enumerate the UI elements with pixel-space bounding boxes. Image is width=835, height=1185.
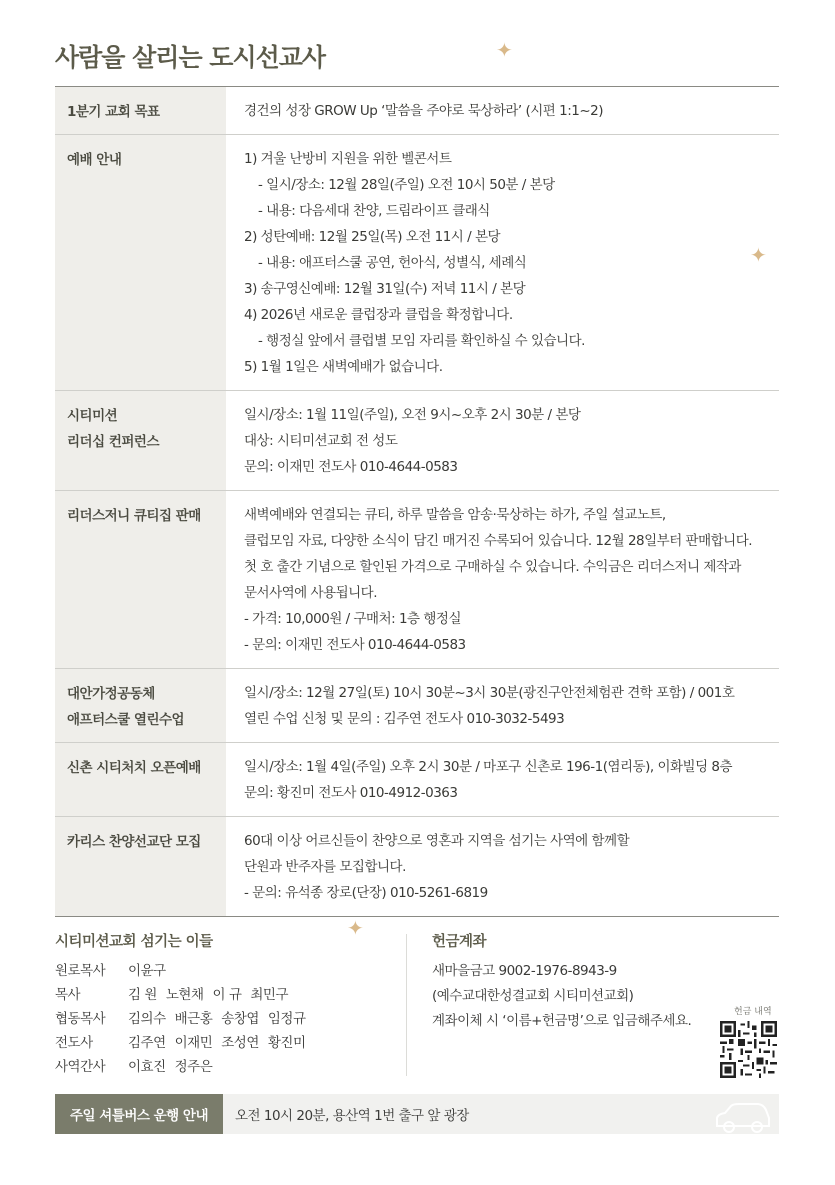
notice-label-line: 애프터스쿨 열린수업 xyxy=(67,712,185,728)
page-title: 사람을 살리는 도시선교사 xyxy=(55,43,326,72)
notice-line: 클럽모임 자료, 다양한 소식이 담긴 매거진 수록되어 있습니다. 12월 28일부터 판매합니다. xyxy=(244,533,753,549)
staff-name: 김 원 xyxy=(128,987,157,1003)
notice-line: 경건의 성장 GROW Up ‘말씀을 주야로 묵상하라’ (시편 1:1~2) xyxy=(244,103,604,119)
star-icon: ✦ xyxy=(496,38,513,62)
notice-line: 4) 2026년 새로운 클럽장과 클럽을 확정합니다. xyxy=(244,307,513,323)
shuttle-bus-bar xyxy=(55,1094,779,1134)
notice-line: - 문의: 이재민 전도사 010-4644-0583 xyxy=(244,637,466,653)
qr-label: 헌금 내역 xyxy=(734,1007,772,1017)
notice-line: 60대 이상 어르신들이 찬양으로 영혼과 지역을 섬기는 사역에 함께할 xyxy=(244,833,630,849)
staff-name: 배근홍 xyxy=(174,1011,213,1027)
notice-line: 2) 성탄예배: 12월 25일(목) 오전 11시 / 본당 xyxy=(244,229,501,245)
notice-label-line: 리더십 컨퍼런스 xyxy=(67,434,159,450)
staff-row xyxy=(55,1055,315,1079)
account-title: 헌금계좌 xyxy=(432,934,487,950)
notice-content xyxy=(226,743,779,816)
notice-line: 열린 수업 신청 및 문의 : 김주연 전도사 010-3032-5493 xyxy=(244,711,565,727)
notice-content xyxy=(226,391,779,490)
staff-name: 정주은 xyxy=(174,1059,213,1075)
shuttle-info: 오전 10시 20분, 용산역 1번 출구 앞 광장 xyxy=(235,1108,469,1124)
staff-role: 전도사 xyxy=(55,1035,93,1051)
notice-line: 문의: 이재민 전도사 010-4644-0583 xyxy=(244,459,458,475)
notice-label xyxy=(55,669,226,742)
staff-name: 송창엽 xyxy=(221,1011,259,1027)
notice-line: - 가격: 10,000원 / 구매처: 1층 행정실 xyxy=(244,611,461,627)
account-holder: (예수교대한성결교회 시티미션교회) xyxy=(432,988,634,1004)
staff-name: 임정규 xyxy=(267,1011,306,1027)
star-icon: ✦ xyxy=(347,916,364,940)
notice-label-line: 리더스저니 큐티집 판매 xyxy=(67,508,201,524)
staff-name: 김의수 xyxy=(128,1011,166,1027)
offering-account xyxy=(432,930,691,1034)
notice-content xyxy=(226,817,779,916)
staff-title: 시티미션교회 섬기는 이들 xyxy=(55,934,213,950)
car-icon xyxy=(713,1100,771,1134)
notice-line: 문의: 황진미 전도사 010-4912-0363 xyxy=(244,785,458,801)
staff-section xyxy=(55,930,315,1079)
staff-name: 조성연 xyxy=(221,1035,259,1051)
shuttle-label: 주일 셔틀버스 운행 안내 xyxy=(55,1094,223,1134)
notice-line: 첫 호 출간 기념으로 할인된 가격으로 구매하실 수 있습니다. 수익금은 리더스저니 제작과 xyxy=(244,559,741,575)
notice-line: - 내용: 애프터스쿨 공연, 헌아식, 성별식, 세례식 xyxy=(258,255,527,271)
staff-name: 이 규 xyxy=(212,987,242,1003)
notice-label xyxy=(55,743,226,816)
notice-content xyxy=(226,491,779,668)
notice-line: 대상: 시티미션교회 전 성도 xyxy=(244,433,398,449)
staff-row xyxy=(55,959,315,983)
notice-label xyxy=(55,135,226,390)
staff-name: 황진미 xyxy=(267,1035,306,1051)
staff-row xyxy=(55,1007,315,1031)
notice-content xyxy=(226,87,779,134)
account-number: 새마을금고 9002-1976-8943-9 xyxy=(432,963,617,979)
staff-row xyxy=(55,1031,315,1055)
staff-role: 사역간사 xyxy=(55,1059,106,1075)
notice-label-line: 시티미션 xyxy=(67,408,118,424)
staff-role: 협동목사 xyxy=(55,1011,106,1027)
notice-line: - 일시/장소: 12월 28일(주일) 오전 10시 50분 / 본당 xyxy=(258,177,555,193)
notice-line: 5) 1월 1일은 새벽예배가 없습니다. xyxy=(244,359,443,375)
star-icon: ✦ xyxy=(750,243,767,267)
staff-name: 김주연 xyxy=(128,1035,166,1051)
notice-label-line: 카리스 찬양선교단 모집 xyxy=(67,834,201,850)
notice-line: 문서사역에 사용됩니다. xyxy=(244,585,377,601)
staff-list xyxy=(55,959,315,1079)
notice-label-line: 예배 안내 xyxy=(67,152,122,168)
notice-label-line: 대안가정공동체 xyxy=(67,686,155,702)
notice-line: 일시/장소: 12월 27일(토) 10시 30분~3시 30분(광진구안전체험관 견학 포함) / 001호 xyxy=(244,685,735,701)
notice-row xyxy=(55,391,779,491)
staff-name: 이윤구 xyxy=(128,963,166,979)
notice-line: - 내용: 다음세대 찬양, 드림라이프 클래식 xyxy=(258,203,490,219)
notice-line: - 문의: 유석종 장로(단장) 010-5261-6819 xyxy=(244,885,488,901)
notice-row xyxy=(55,743,779,817)
qr-code-icon[interactable] xyxy=(720,1021,777,1078)
staff-name: 이효진 xyxy=(128,1059,166,1075)
notice-label xyxy=(55,817,226,916)
notice-row xyxy=(55,817,779,916)
notice-content xyxy=(226,135,779,390)
staff-row xyxy=(55,983,315,1007)
notice-line: 1) 겨울 난방비 지원을 위한 벨콘서트 xyxy=(244,151,452,167)
staff-role: 원로목사 xyxy=(55,963,106,979)
notice-label-line: 1분기 교회 목표 xyxy=(67,104,160,120)
notice-row xyxy=(55,669,779,743)
notice-label xyxy=(55,491,226,668)
notice-label-line: 신촌 시티처치 오픈예배 xyxy=(67,760,201,776)
notice-table xyxy=(55,86,779,917)
account-note: 계좌이체 시 ‘이름+헌금명’으로 입금해주세요. xyxy=(432,1013,692,1029)
notice-line: 새벽예배와 연결되는 큐티, 하루 말씀을 암송·묵상하는 하가, 주일 설교노트, xyxy=(244,507,666,523)
notice-row xyxy=(55,491,779,669)
notice-line: 단원과 반주자를 모집합니다. xyxy=(244,859,406,875)
notice-line: - 행정실 앞에서 클럽별 모임 자리를 확인하실 수 있습니다. xyxy=(258,333,585,349)
notice-line: 일시/장소: 1월 4일(주일) 오후 2시 30분 / 마포구 신촌로 196-1(염리동), 이화빌딩 8층 xyxy=(244,759,733,775)
divider xyxy=(406,934,407,1076)
notice-label xyxy=(55,391,226,490)
staff-name: 노현채 xyxy=(165,987,204,1003)
notice-content xyxy=(226,669,779,742)
notice-line: 일시/장소: 1월 11일(주일), 오전 9시~오후 2시 30분 / 본당 xyxy=(244,407,581,423)
notice-row xyxy=(55,135,779,391)
notice-row xyxy=(55,87,779,135)
notice-line: 3) 송구영신예배: 12월 31일(수) 저녁 11시 / 본당 xyxy=(244,281,526,297)
staff-name: 최민구 xyxy=(250,987,288,1003)
staff-name: 이재민 xyxy=(174,1035,213,1051)
staff-role: 목사 xyxy=(55,987,81,1003)
notice-label xyxy=(55,87,226,134)
